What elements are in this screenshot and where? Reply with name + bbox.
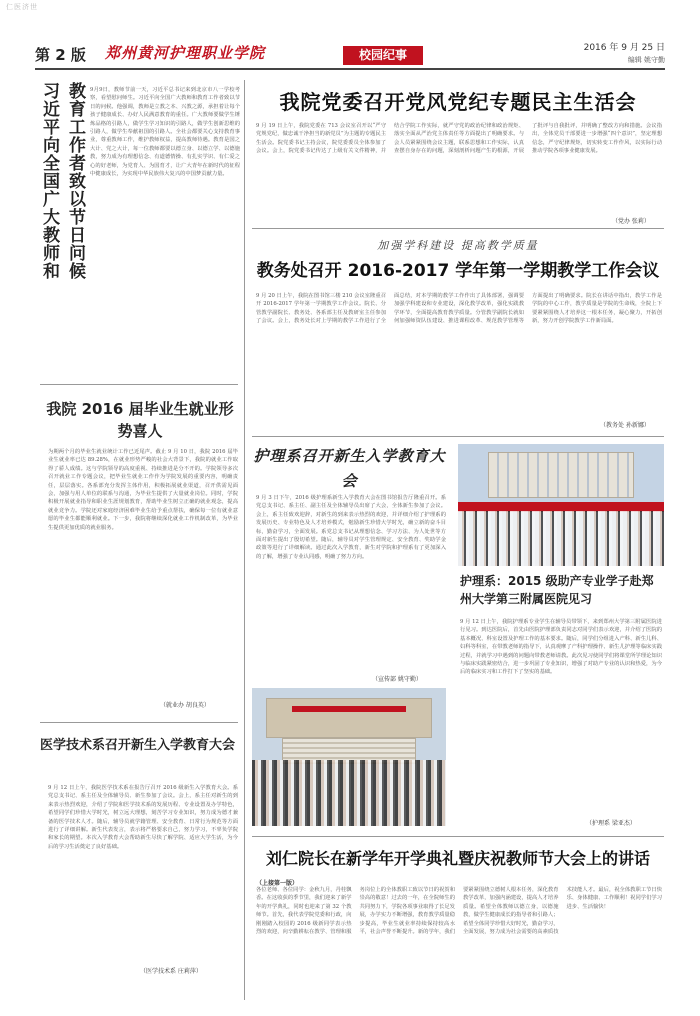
practice-body: 9 月 12 日上午，我院护理系专业学生在辅导员带领下，来到郑州大学第三附属医院进行见习。到达医院后，首先由医院护理部负责同志对同学们表示欢迎，并介绍了医院的基本概况、科室设置及护理工作的基本要求。随后，同学们分组进入产科、新生儿科、妇科等科室，在带教老师的指导下，认真观摩了产科护理操作、新生儿护理等临床实践过程，并就学习中遇到的问题向带教老师请教。此次见习使同学们将课堂所学理论知识与临床实践紧密结合，进一步巩固了专业知识，增强了对助产专业的认识和热爱，为今后的临床实习和工作打下了坚实的基础。 <box>460 619 662 676</box>
top-strip <box>0 0 700 14</box>
medtech-headline: 医学技术系召开新生入学教育大会 <box>40 738 236 753</box>
employment-byline: （就业办 胡良英） <box>160 702 210 709</box>
section-divider <box>40 722 238 723</box>
column-divider <box>244 80 245 1000</box>
strip-tag: 仁医济世 <box>6 3 38 11</box>
teaching-headline: 教务处召开 2016-2017 学年第一学期教学工作会议 <box>256 261 660 281</box>
nursing-orientation-body: 9 月 3 日下午，2016 级护理系新生入学教育大会在图书馆报告厅隆重召开。系党总支书记、系主任、副主任及全体辅导员出席了大会，全体新生参加了会议。会上，系主任致欢迎辞，对新生的到来表示热烈的欢迎，并详细介绍了护理系的发展历史、专业特色及人才培养模式，勉励新生珍惜大学时光，确立新的奋斗目标，勤奋学习，全面发展。系党总支书记从理想信念、学习方法、为人处世等方面对新生提出了殷切希望。随后，辅导员对学生管理规定、安全教育、奖助学金政策等进行了详细解读。通过此次入学教育，新生对学院和护理系有了更加深入的了解，增强了专业认同感，明确了努力方向。 <box>256 495 446 560</box>
employment-headline: 我院 2016 届毕业生就业形势喜人 <box>46 400 234 440</box>
medtech-byline: （医学技术系 庄莉萍） <box>140 968 202 975</box>
teaching-byline: （教务处 孙新娜） <box>600 422 650 429</box>
party-meeting-headline: 我院党委召开党风党纪专题民主生活会 <box>279 90 637 114</box>
photo-banner <box>292 706 406 712</box>
practice-photo <box>458 444 664 566</box>
page-header <box>35 42 665 70</box>
teacher-day-body: 9月9日，教师节前一天，习近平总书记来到北京市八一学校考察，看望慰问师生。习近平向全国广大教师和教育工作者致以节日的问候。他强调，教师是立教之本、兴教之源，承担着让每个孩子健康成长、办好人民满意教育的重任。广大教师要做学生锤炼品格的引路人，做学生学习知识的引路人，做学生创新思维的引路人，做学生奉献祖国的引路人。全社会都要关心支持教育事业，尊重教师工作，维护教师权益，提高教师待遇。教育是国之大计、党之大计，每一位教师都要以德立身、以德立学、以德施教，努力成为有理想信念、有道德情操、有扎实学识、有仁爱之心的好老师，为党育人、为国育才，让广大青年在新时代的征程中健康成长，为实现中华民族伟大复兴的中国梦贡献力量。 <box>90 87 240 178</box>
masthead-logo: 郑州黄河护理职业学院 <box>105 44 266 62</box>
speech-headline: 刘仁院长在新学年开学典礼暨庆祝教师节大会上的讲话 <box>265 849 650 868</box>
issue-date: 2016 年 9 月 25 日 <box>583 43 665 53</box>
nursing-orientation-byline: （宣传部 姚守勤） <box>372 676 422 683</box>
section-divider <box>252 836 664 837</box>
practice-headline: 护理系：2015 级助产专业学子赴郑州大学第三附属医院见习 <box>460 574 654 606</box>
section-divider <box>252 228 664 229</box>
editor-credit: 编辑 姚守勤 <box>627 56 665 64</box>
photo-crowd <box>458 511 664 566</box>
speech-lead: （上接第一版） <box>256 880 299 887</box>
edition-number: 第 2 版 <box>35 46 86 64</box>
section-tab: 校园纪事 <box>343 46 423 65</box>
teaching-subhead: 加强学科建设 提高教学质量 <box>377 239 539 252</box>
party-meeting-body: 9 月 19 日上午，我院党委在 713 会议室召开以“严守党规党纪，做忠诚干净担当的新党员”为主题的专题民主生活会。院党委书记主持会议，院党委委员全体参加了会议。会上，院党委书记传达了上级有关文件精神，并结合学院工作实际，就严守党的政治纪律和政治规矩、落实全面从严治党主体责任等方面提出了明确要求。与会人员紧紧围绕会议主题，联系思想和工作实际，认真查摆自身存在的问题，深刻剖析问题产生的根源，开展了批评与自我批评，并明确了整改方向和措施。会议指出，全体党员干部要进一步增强“四个意识”，坚定理想信念，严守纪律规矩，切实转变工作作风，以实际行动推动学院各项事业健康发展。 <box>256 123 662 155</box>
practice-byline: （护理系 梁亚杰） <box>586 820 636 827</box>
photo-crowd <box>252 760 446 826</box>
photo-building <box>266 698 432 738</box>
party-meeting-byline: （党办 张莉） <box>612 218 650 225</box>
employment-body: 为期两个月的毕业生就业统计工作已近尾声。截止 9 月 10 日，我院 2016 届毕业生就业率已达 89.28%，在就业形势严峻的社会大背景下，我院的就业工作取得了骄人成绩。这与学院领导的高度重视、持续推进是分不开的。学院领导多次召开就业工作专题会议，把毕业生就业工作作为学院发展的重要内容，明确责任，层层落实。各系部充分发挥主体作用，积极拓展就业渠道，召开供需见面会，加强与用人单位的联系与沟通，为毕业生提供了大量就业岗位。同时，学院积极开展就业指导和职业生涯规划教育，帮助毕业生树立正确的就业观念，提高就业竞争力。学院还对家庭经济困难毕业生给予重点帮扶，确保每一位有就业意愿的毕业生都能顺利就业。下一步，我院将继续深化就业工作机制改革，为毕业生提供更加优质的就业服务。 <box>48 449 238 531</box>
orientation-photo <box>252 688 446 826</box>
nursing-orientation-headline: 护理系召开新生入学教育大会 <box>253 447 446 490</box>
headline-column: 习近平向全国广大教师和 <box>39 82 59 280</box>
speech-body: 各位老师、各位同学：金秋九月，丹桂飘香。在这收获的季节里，我们迎来了新学年的开学典礼，同时也迎来了第 32 个教师节。首先，我代表学院党委和行政，向刚刚踏入校园的 2016 级新同学表示热烈的欢迎，向辛勤耕耘在教学、管理和服务岗位上的全体教职工致以节日的祝贺和崇高的敬意！过去的一年，在全院师生的共同努力下，学院各项事业取得了长足发展，办学实力不断增强，教育教学质量稳步提高，毕业生就业率持续保持较高水平，社会声誉不断提升。新的学年，我们要紧紧围绕立德树人根本任务，深化教育教学改革，加强内涵建设，提高人才培养质量。希望全体教师以德立身，以德施教，做学生健康成长的指导者和引路人；希望全体同学珍惜大好时光，勤奋学习，全面发展，努力成为社会需要的高素质技术技能人才。最后，祝全体教职工节日快乐、身体健康、工作顺利！祝同学们学习进步、生活愉快！ <box>256 887 662 936</box>
section-divider <box>252 436 664 437</box>
teacher-day-headline <box>34 82 86 322</box>
headline-column: 教育工作者致以节日问候 <box>65 82 85 280</box>
section-divider <box>40 384 238 385</box>
medtech-body: 9 月 12 日上午，我院医学技术系在报告厅召开 2016 级新生入学教育大会。系党总支书记、系主任及全体辅导员、新生参加了会议。会上，系主任对新生的到来表示热烈欢迎，介绍了学院和医学技术系的发展历程、专业设置及办学特色，希望同学们珍惜大学时光，树立远大理想，刻苦学习专业知识，努力成为德才兼备的医学技术人才。随后，辅导员就学籍管理、安全教育、日常行为规范等方面进行了详细讲解。新生代表发言，表示将严格要求自己，努力学习，不辜负学院和家长的期望。本次入学教育大会帮助新生尽快了解学院、适应大学生活，为今后的学习生活奠定了良好基础。 <box>48 785 238 850</box>
teaching-body: 9 月 20 日上午，我院在图书馆三楼 210 会议室隆重召开 2016-2017 学年第一学期教学工作会议。院长、分管教学副院长、教务处、各系部主任及教研室主任参加了会议。会上，教务处长对上学期的教学工作进行了全面总结，对本学期的教学工作作出了具体部署，强调要加强学科建设和专业建设，深化教学改革，强化实践教学环节，全面提高教育教学质量。分管教学副院长就如何加强师资队伍建设、推进课程改革、规范教学管理等方面提出了明确要求。院长在讲话中指出，教学工作是学院的中心工作，教学质量是学院的生命线，全院上下要紧紧围绕人才培养这一根本任务，凝心聚力，开拓创新，努力开创学院教学工作新局面。 <box>256 293 662 325</box>
photo-building <box>488 452 634 498</box>
